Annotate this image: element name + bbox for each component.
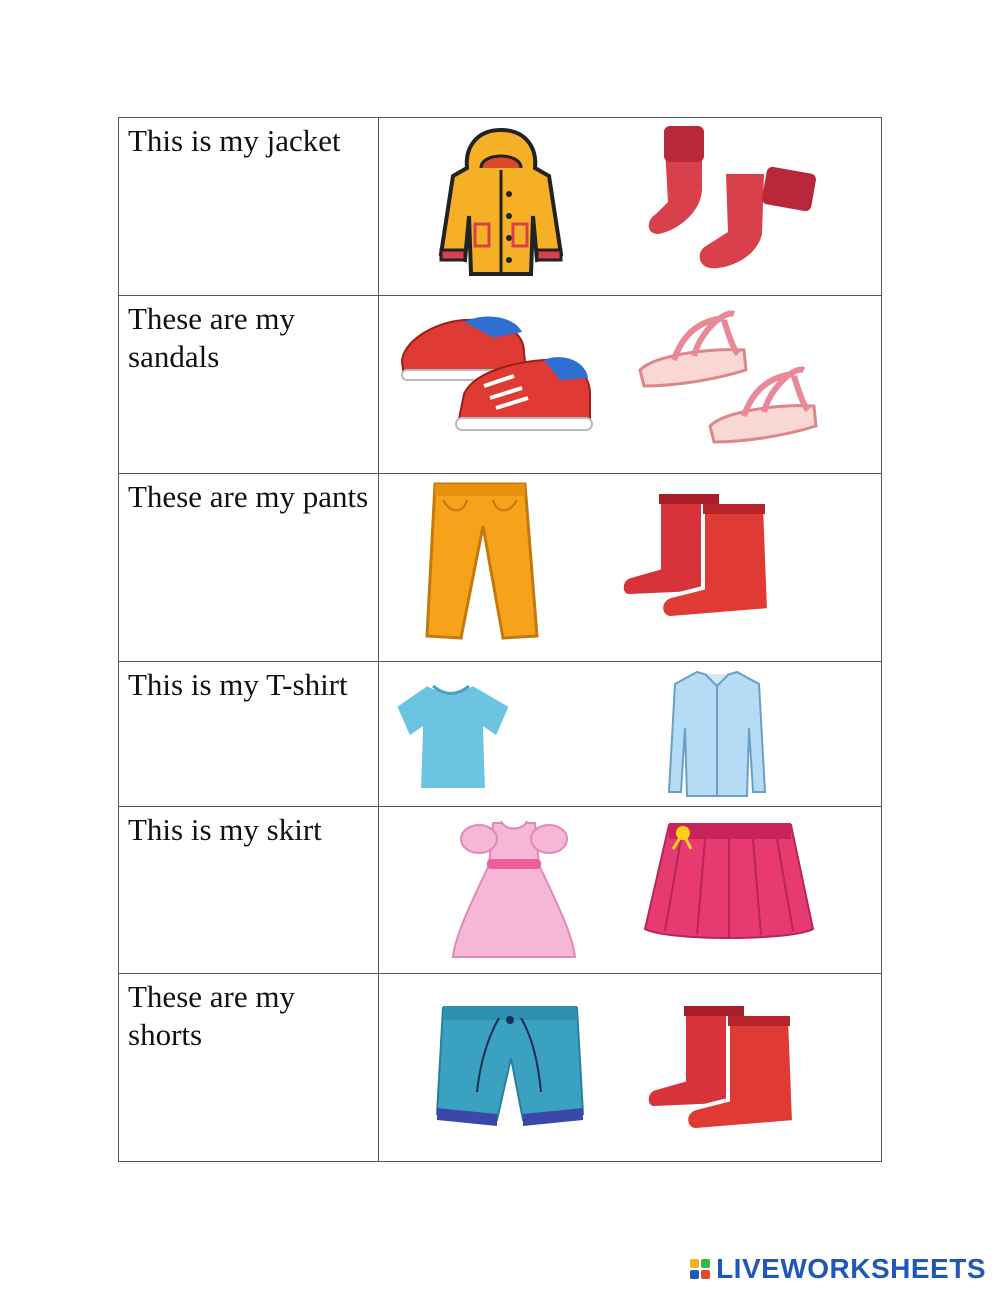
brand-name: LIVEWORKSHEETS [716,1253,986,1284]
dress-icon[interactable] [449,817,579,963]
sneakers-icon[interactable] [394,302,594,442]
sentence-cell: These are my shorts [119,974,379,1162]
picture-cell [379,662,882,807]
picture-cell [379,296,882,474]
table-row [119,807,882,974]
worksheet-table [118,117,882,1162]
sentence-cell: This is my skirt [119,807,379,974]
picture-cell [379,807,882,974]
picture-cell [379,474,882,662]
sentence-cell: This is my T-shirt [119,662,379,807]
table-row [119,118,882,296]
jacket-icon[interactable] [431,124,571,279]
sentence-cell: These are my pants [119,474,379,662]
logo-mark-icon [690,1259,710,1279]
sentence-cell: These are my sandals [119,296,379,474]
table-row [119,974,882,1162]
boots-icon[interactable] [644,996,814,1146]
shirt-icon[interactable] [667,668,767,800]
sandals-icon[interactable] [634,300,834,450]
picture-cell [379,118,882,296]
table-row [119,662,882,807]
liveworksheets-logo[interactable] [690,1253,986,1285]
shorts-icon[interactable] [435,1002,585,1130]
t-shirt-icon[interactable] [393,678,515,796]
pants-icon[interactable] [421,480,541,645]
skirt-icon[interactable] [641,819,817,943]
boots-icon[interactable] [619,484,789,634]
table-row [119,296,882,474]
picture-cell [379,974,882,1162]
table-row [119,474,882,662]
sentence-cell: This is my jacket [119,118,379,296]
socks-icon[interactable] [644,122,819,272]
